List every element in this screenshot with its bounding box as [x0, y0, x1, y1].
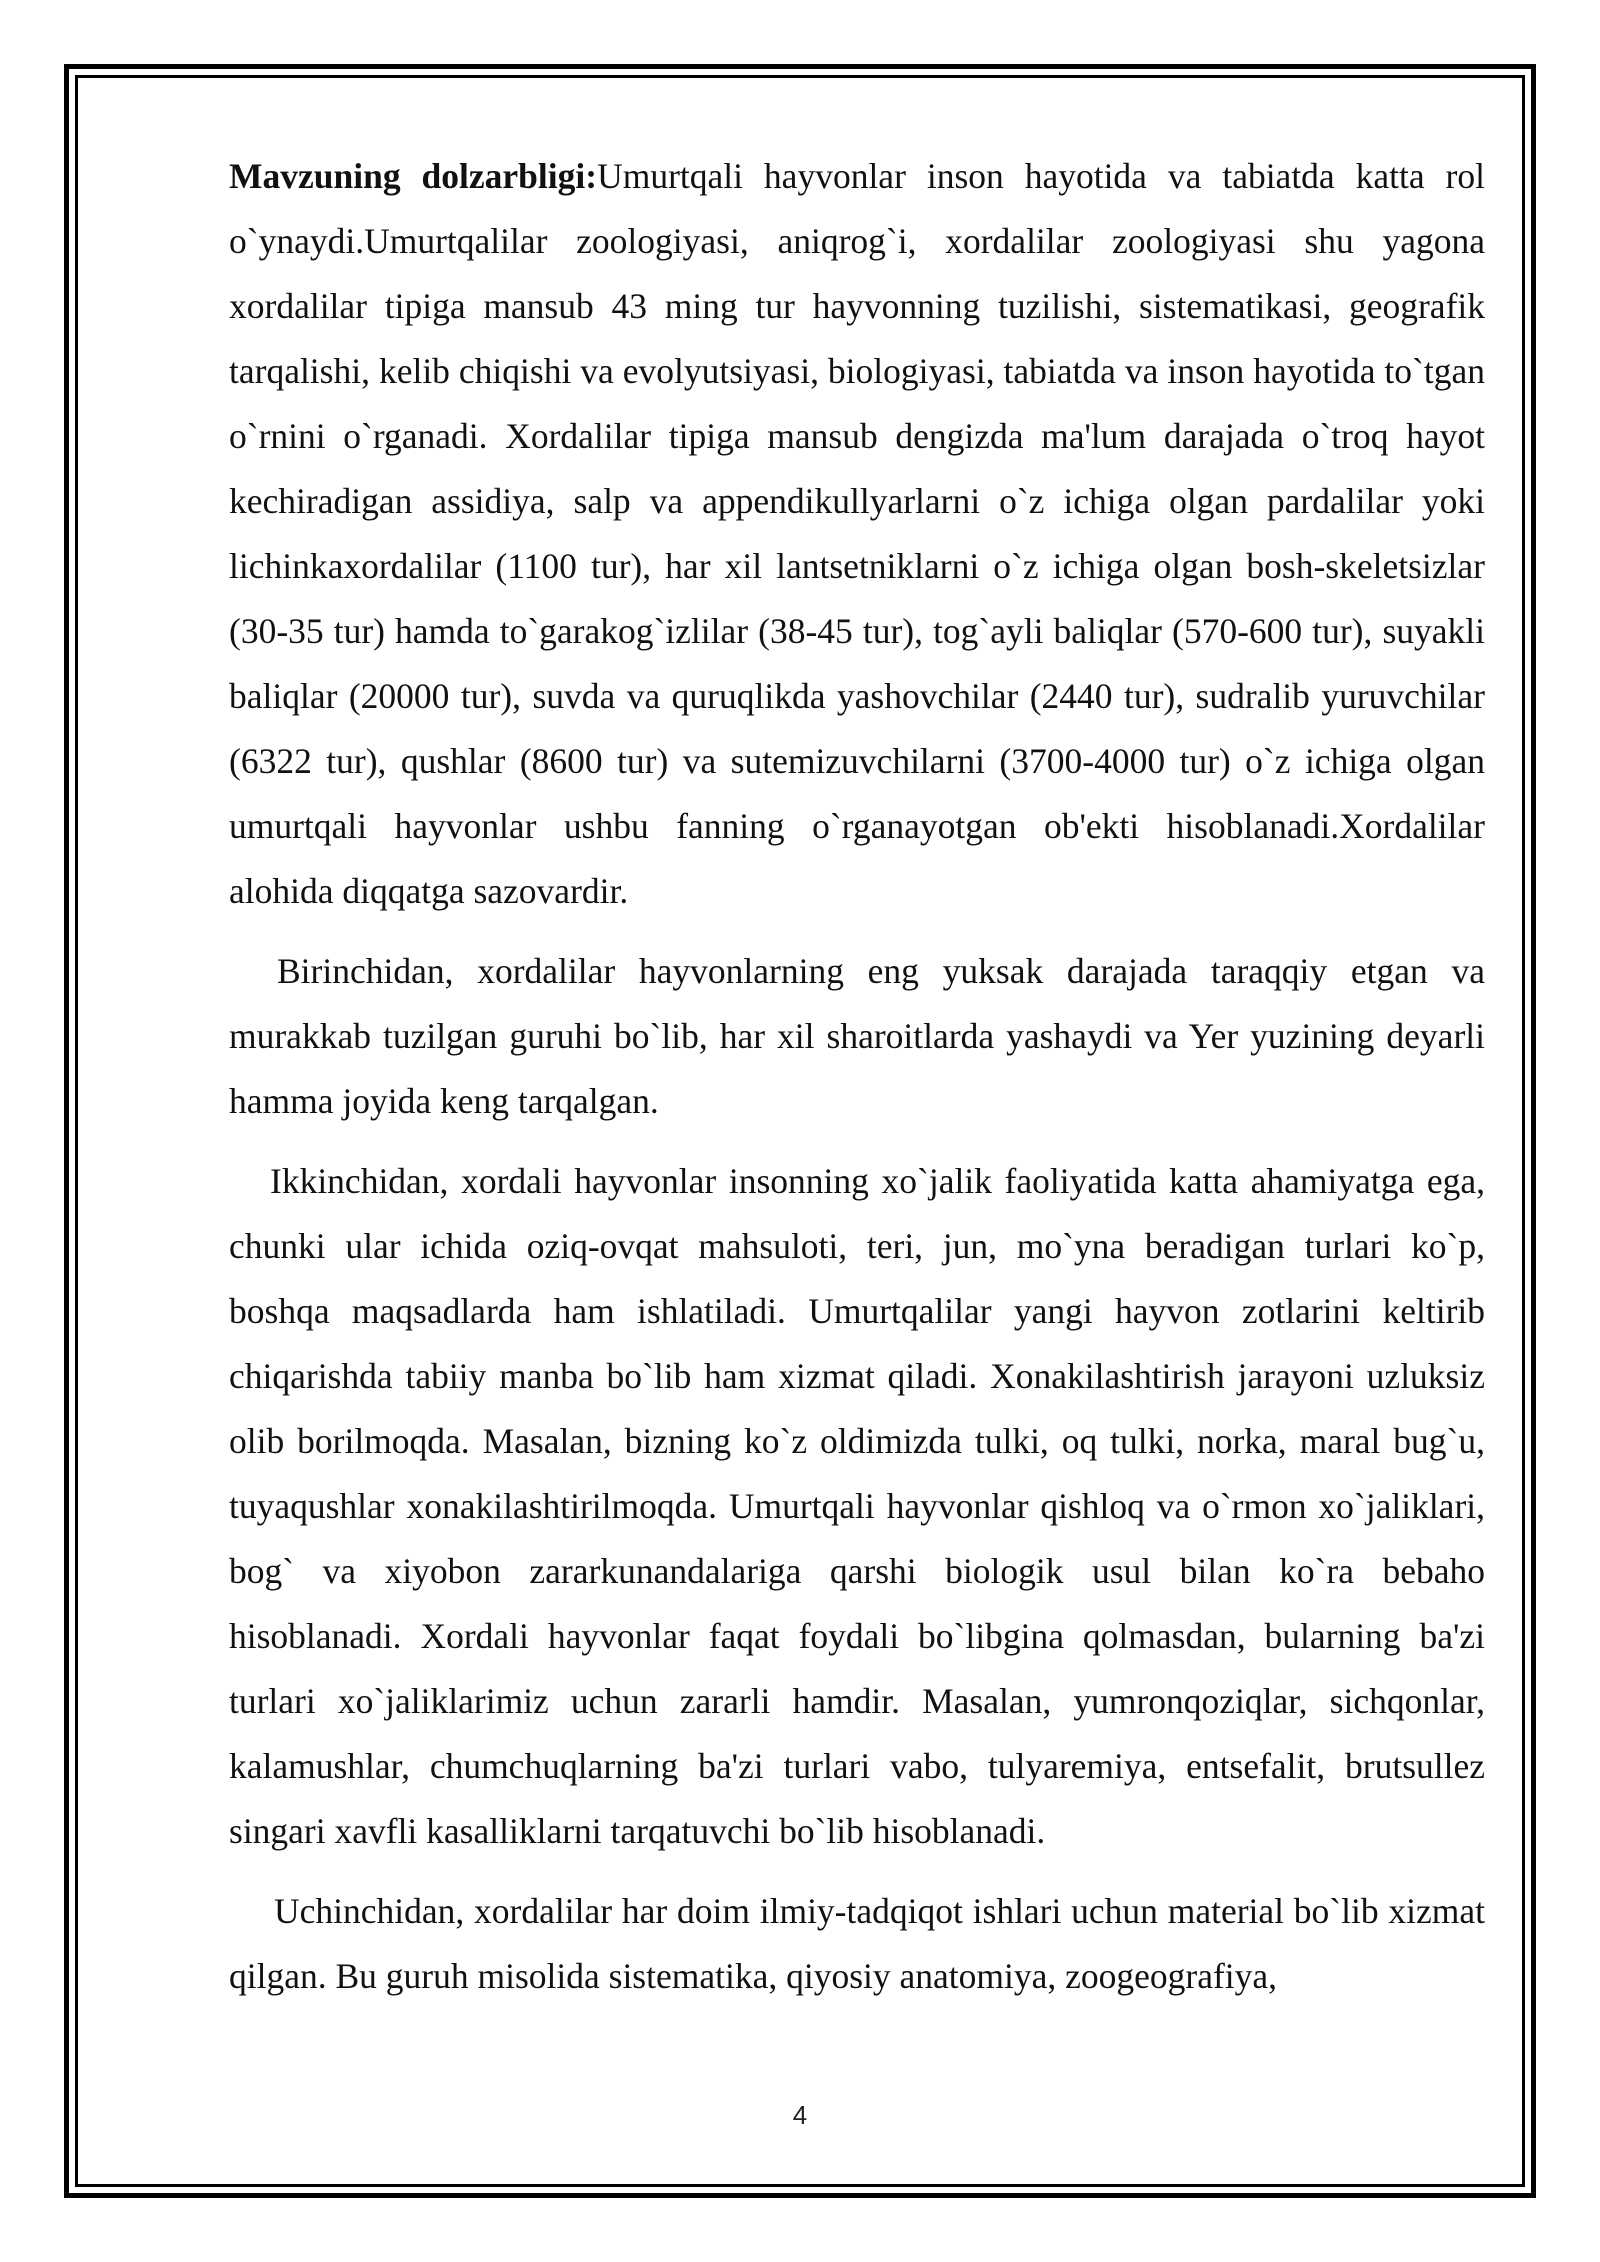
paragraph-uchinchidan: Uchinchidan, xordalilar har doim ilmiy-tadqiqot ishlari uchun material bo`lib xizmat qilgan. Bu guruh misolida sistematika, qiyosiy anatomiya, zoogeografiya,: [229, 1891, 1485, 1996]
page-number: 4: [792, 2100, 808, 2130]
paragraph-birinchidan: Birinchidan, xordalilar hayvonlarning eng yuksak darajada taraqqiy etgan va murakkab tuzilgan guruhi bo`lib, har xil sharoitlarda yashaydi va Yer yuzining deyarli hamma joyida keng tarqalgan.: [229, 951, 1485, 1121]
paragraph-ikkinchidan: Ikkinchidan, xordali hayvonlar insonning xo`jalik faoliyatida katta ahamiyatga ega, chunki ular ichida oziq-ovqat mahsuloti, teri, jun, mo`yna beradigan turlari ko`p, boshqa maqsadlarda ham ishlatiladi. Umurtqalilar yangi hayvon zotlarini keltirib chiqarishda tabiiy manba bo`lib ham xizmat qiladi. Xonakilashtirish jarayoni uzluksiz olib borilmoqda. Masalan, bizning ko`z oldimizda tulki, oq tulki, norka, maral bug`u, tuyaqushlar xonakilashtirilmoqda. Umurtqali hayvonlar qishloq va o`rmon xo`jaliklari, bog` va xiyobon zararkunandalariga qarshi biologik usul bilan ko`ra bebaho hisoblanadi. Xordali hayvonlar faqat foydali bo`libgina qolmasdan, bularning ba'zi turlari xo`jaliklarimiz uchun zararli hamdir. Masalan, yumronqoziqlar, sichqonlar, kalamushlar, chumchuqlarning ba'zi turlari vabo, tulyaremiya, entsefalit, brutsullez singari xavfli kasalliklarni tarqatuvchi bo`lib hisoblanadi.: [229, 1161, 1485, 1851]
section-lead: Mavzuning dolzarbligi:: [229, 156, 598, 196]
intro-text: Umurtqali hayvonlar inson hayotida va tabiatda katta rol o`ynaydi.Umurtqalilar zoologiyasi, aniqrog`i, xordalilar zoologiyasi shu yagona xordalilar tipiga mansub 43 ming tur hayvonning tuzilishi, sistematikasi, geografik tarqalishi, kelib chiqishi va evolyutsiyasi, biologiyasi, tabiatda va inson hayotida to`tgan o`rnini o`rganadi. Xordalilar tipiga mansub dengizda ma'lum darajada o`troq hayot kechiradigan assidiya, salp va appendikullyarlarni o`z ichiga olgan pardalilar yoki lichinkaxordalilar (1100 tur), har xil lantsetniklarni o`z ichiga olgan bosh-skeletsizlar (30-35 tur) hamda to`garakog`izlilar (38-45 tur), tog`ayli baliqlar (570-600 tur), suyakli baliqlar (20000 tur), suvda va quruqlikda yashovchilar (2440 tur), sudralib yuruvchilar (6322 tur), qushlar (8600 tur) va sutemizuvchilarni (3700-4000 tur) o`z ichiga olgan umurtqali hayvonlar ushbu fanning o`rganayotgan ob'ekti hisoblanadi.Xordalilar alohida diqqatga sazovardir.: [229, 156, 1485, 911]
document-body: [229, 144, 1485, 2024]
intro-paragraph: [229, 144, 1485, 924]
